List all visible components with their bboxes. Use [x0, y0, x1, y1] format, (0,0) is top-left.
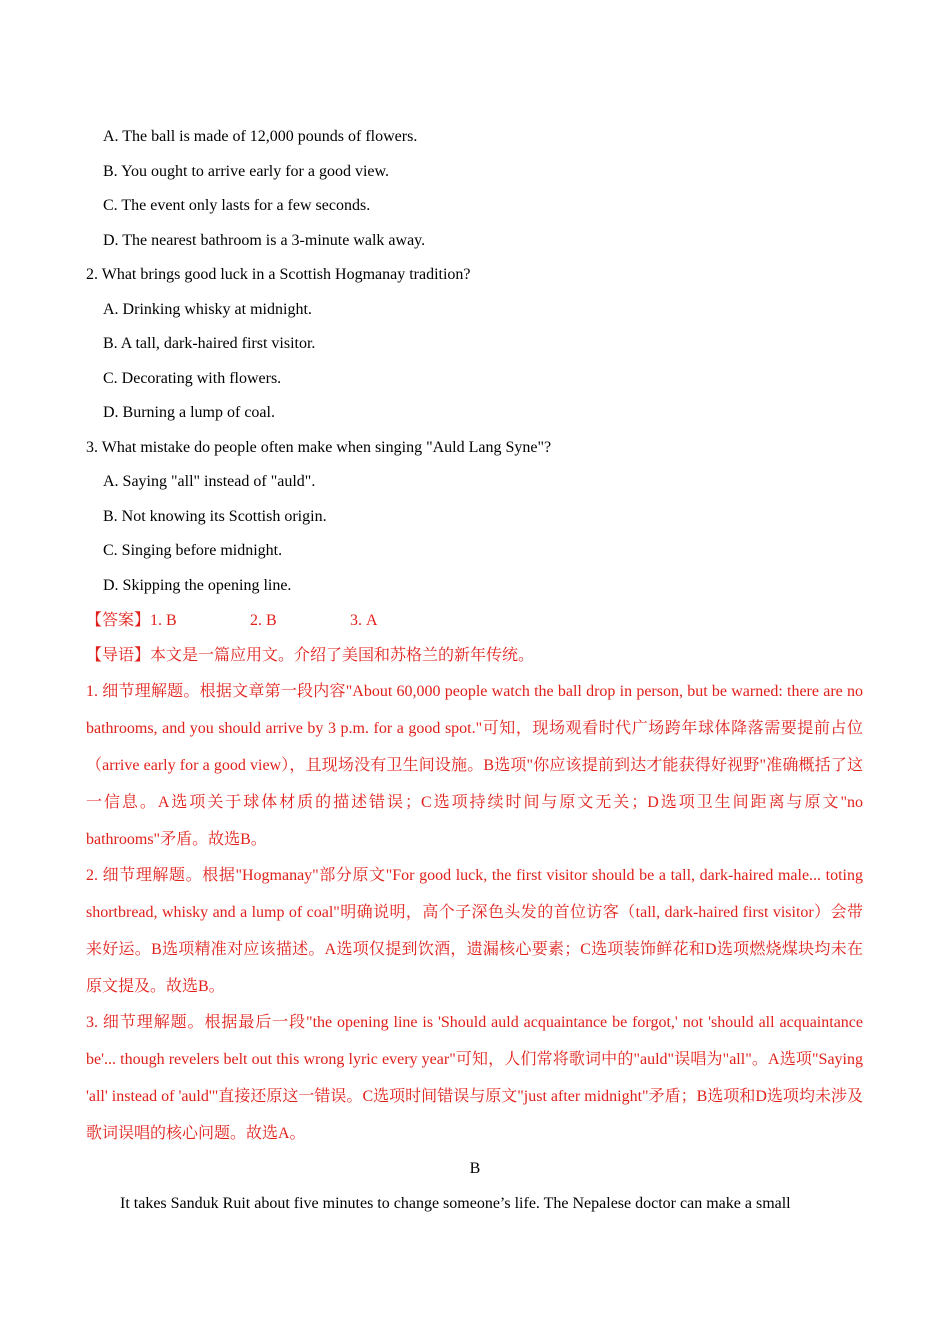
answer-3: 3. A [350, 612, 378, 629]
q2-question: 2. What brings good luck in a Scottish Hogmanay tradition? [86, 266, 471, 283]
q3-option-b: B. Not knowing its Scottish origin. [103, 508, 327, 525]
q3-question: 3. What mistake do people often make when singing "Auld Lang Syne"? [86, 439, 552, 456]
q3-option-c: C. Singing before midnight. [103, 542, 283, 559]
q1-option-d: D. The nearest bathroom is a 3-minute walk away. [103, 232, 426, 249]
q1-option-c: C. The event only lasts for a few seconds. [103, 197, 371, 214]
q1-option-b: B. You ought to arrive early for a good view. [103, 163, 390, 180]
q2-option-c: C. Decorating with flowers. [103, 370, 282, 387]
passage-first-line: It takes Sanduk Ruit about five minutes to change someone’s life. The Nepalese doctor can make a small [120, 1195, 791, 1212]
section-heading: B [469, 1160, 481, 1177]
answer-1: 1. B [150, 612, 177, 629]
explanation-3: 3. 细节理解题。根据最后一段"the opening line is 'Should auld acquaintance be forgot,' not 'should all acquaintance be'... though revelers belt out this wrong lyric every year"可知，人们常将歌词中的"auld"误唱为"all"。A选项"Saying 'all' instead of 'auld'"直接还原这一错误。C选项时间错误与原文"just after midnight"矛盾；B选项和D选项均未涉及歌词误唱的核心问题。故选A。 [86, 1014, 863, 1142]
explanation-2: 2. 细节理解题。根据"Hogmanay"部分原文"For good luck, the first visitor should be a tall, dark-haired male... toting shortbread, whisky and a lump of coal"明确说明，高个子深色头发的首位访客（tall, dark-haired first visitor）会带来好运。B选项精准对应该描述。A选项仅提到饮酒，遗漏核心要素；C选项装饰鲜花和D选项燃烧煤块均未在原文提及。故选B。 [86, 867, 863, 995]
q3-option-d: D. Skipping the opening line. [103, 577, 292, 594]
q1-option-a: A. The ball is made of 12,000 pounds of flowers. [103, 128, 418, 145]
q2-option-a: A. Drinking whisky at midnight. [103, 301, 312, 318]
explanation-1: 1. 细节理解题。根据文章第一段内容"About 60,000 people watch the ball drop in person, but be warned: there are no bathrooms, and you should arrive by 3 p.m. for a good spot."可知，现场观看时代广场跨年球体降落需要提前占位（arrive early for a good view），且现场没有卫生间设施。B选项"你应该提前到达才能获得好视野"准确概括了这一信息。A选项关于球体材质的描述错误；C选项持续时间与原文无关；D选项卫生间距离与原文"no bathrooms"矛盾。故选B。 [86, 683, 863, 848]
guide-line: 【导语】本文是一篇应用文。介绍了美国和苏格兰的新年传统。 [86, 647, 535, 664]
q2-option-d: D. Burning a lump of coal. [103, 404, 275, 421]
q2-option-b: B. A tall, dark-haired first visitor. [103, 335, 316, 352]
q3-option-a: A. Saying "all" instead of "auld". [103, 473, 316, 490]
answer-label: 【答案】 [86, 612, 151, 629]
answer-line [86, 611, 378, 631]
answer-2: 2. B [250, 612, 277, 629]
